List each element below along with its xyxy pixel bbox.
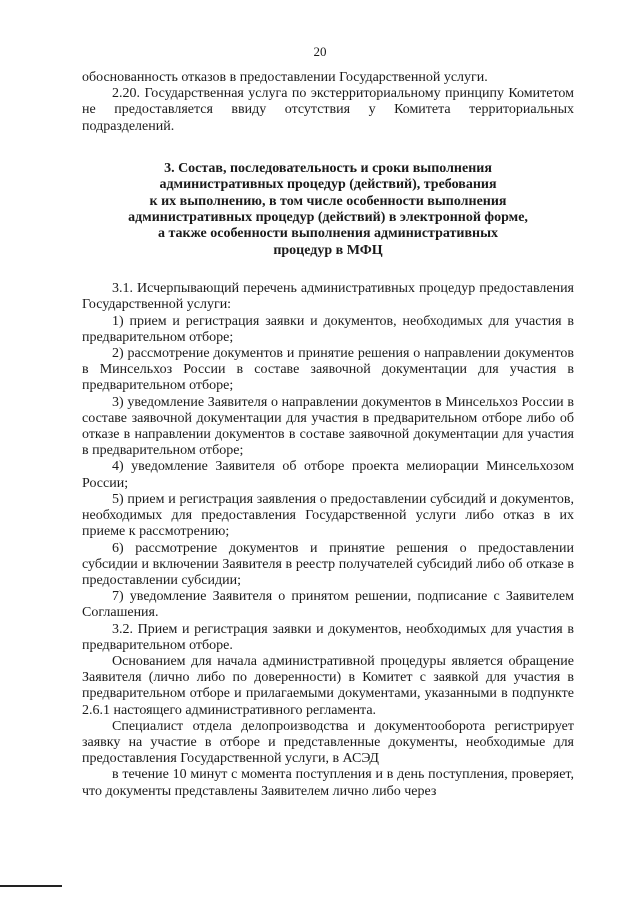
- list-item-6: 6) рассмотрение документов и принятие решения о предоставлении субсидии и включении Заявителя в реестр получателей субсидий либо об отказе в предоставлении субсидии;: [82, 540, 574, 588]
- heading-line: к их выполнению, в том числе особенности выполнения: [149, 193, 507, 209]
- page-body: [82, 70, 574, 800]
- list-item-4: 4) уведомление Заявителя об отборе проекта мелиорации Минсельхозом России;: [82, 459, 574, 491]
- page-number: 20: [313, 44, 327, 59]
- paragraph-3-1: 3.1. Исчерпывающий перечень административных процедур предоставления Государственной услуги:: [82, 281, 574, 313]
- paragraph: Специалист отдела делопроизводства и документооборота регистрирует заявку на участие в отборе и представленные документы, необходимые для предоставления Государственной услуги, в АСЭД: [82, 718, 574, 767]
- heading-line: а также особенности выполнения административных: [157, 226, 499, 242]
- paragraph: 2.20. Государственная услуга по экстерриториальному принципу Комитетом не предоставляется ввиду отсутствия у Комитета территориальных подразделений.: [82, 86, 574, 134]
- heading-line: административных процедур (действий) в электронной форме,: [128, 210, 528, 226]
- paragraph-3-2: 3.2. Прием и регистрация заявки и документов, необходимых для участия в предварительном отборе.: [82, 621, 574, 653]
- paragraph: в течение 10 минут с момента поступления и в день поступления, проверяет, что документы представлены Заявителем лично либо через: [82, 767, 574, 799]
- heading-line: процедур в МФЦ: [273, 242, 383, 258]
- list-item-5: 5) прием и регистрация заявления о предоставлении субсидий и документов, необходимых для предоставления Государственной услуги либо отказ в их приеме к рассмотрению;: [82, 491, 574, 540]
- list-item-3: 3) уведомление Заявителя о направлении документов в Минсельхоз России в составе заявочной документации для участия в предварительном отборе либо об отказе в направлении документов в составе заявочной документации для участия в предварительном отборе;: [82, 394, 574, 459]
- list-item-1: 1) прием и регистрация заявки и документов, необходимых для участия в предварительном отборе;: [82, 313, 574, 345]
- paragraph: обоснованность отказов в предоставлении Государственной услуги.: [82, 70, 488, 85]
- heading-line: 3. Состав, последовательность и сроки выполнения: [164, 160, 492, 176]
- paragraph: Основанием для начала административной процедуры является обращение Заявителя (лично либо по доверенности) в Комитет с заявкой для участия в предварительном отборе и прилагаемыми документами, указанными в подпункте 2.6.1 настоящего административного регламента.: [82, 653, 574, 718]
- list-item-7: 7) уведомление Заявителя о принятом решении, подписание с Заявителем Соглашения.: [82, 589, 574, 621]
- section-heading: [82, 161, 574, 259]
- heading-line: административных процедур (действий), требования: [159, 177, 497, 193]
- footnote-divider: [0, 885, 62, 887]
- list-item-2: 2) рассмотрение документов и принятие решения о направлении документов в Минсельхоз России в составе заявочной документации для участия в предварительном отборе;: [82, 346, 574, 394]
